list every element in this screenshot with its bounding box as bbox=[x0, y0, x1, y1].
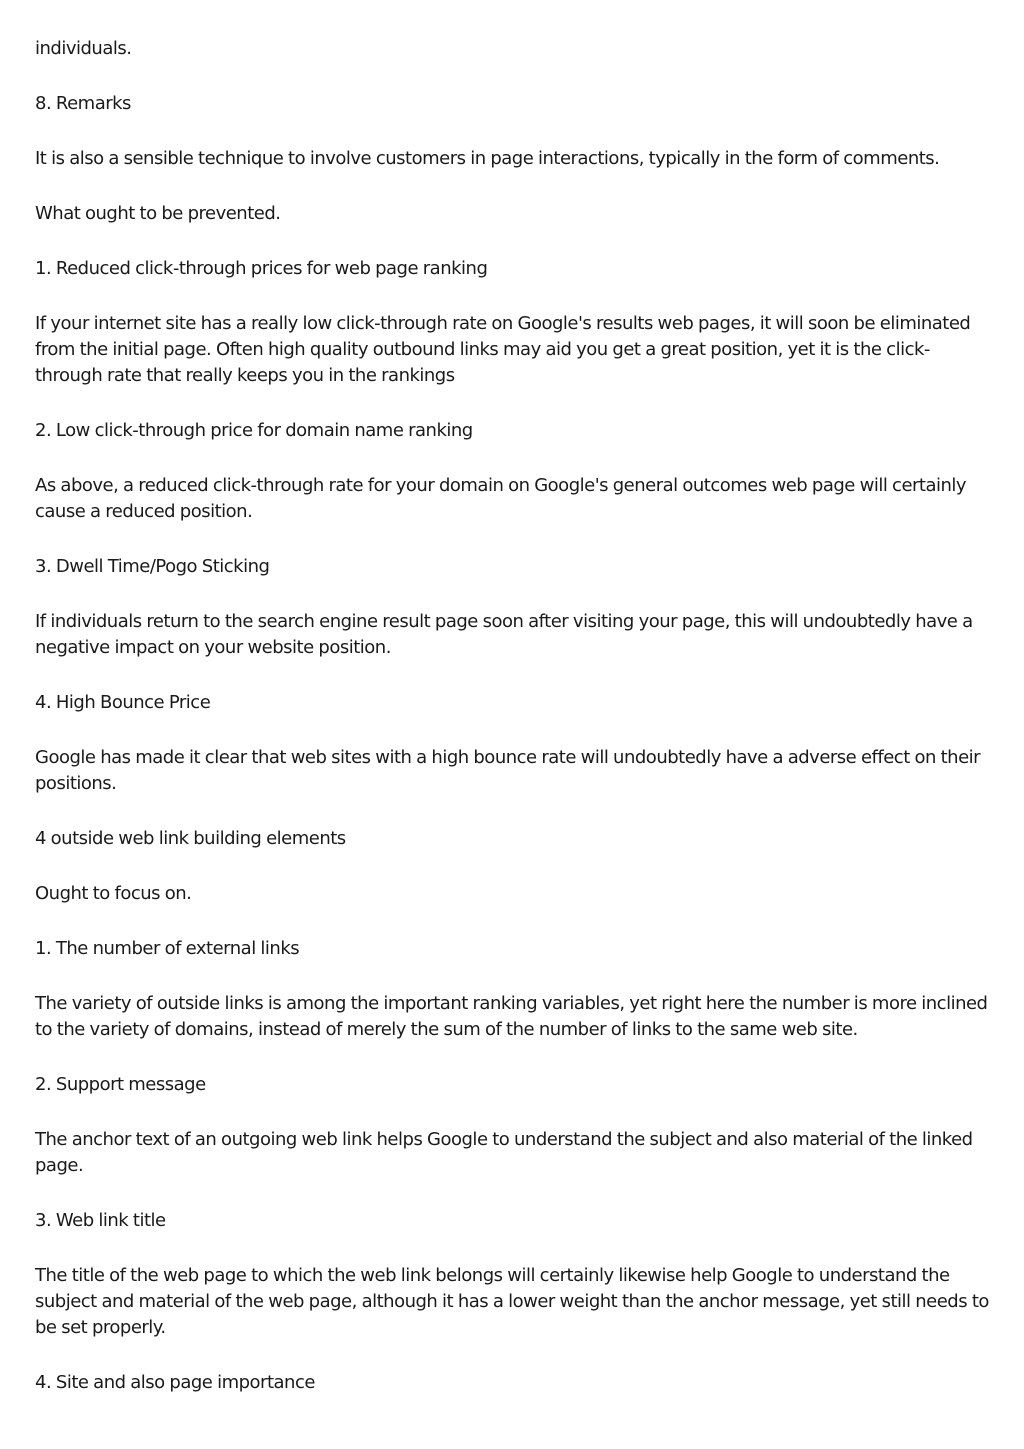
paragraph-text: individuals. bbox=[35, 38, 132, 59]
section-heading: 1. The number of external links bbox=[35, 938, 300, 959]
paragraph-text: It is also a sensible technique to involve customers in page interactions, typically in the form of comments. bbox=[35, 148, 940, 169]
paragraph-text: The anchor text of an outgoing web link helps Google to understand the subject and also material of the linked page. bbox=[35, 1129, 973, 1176]
section-heading: 3. Web link title bbox=[35, 1210, 166, 1231]
paragraph-text: As above, a reduced click-through rate for your domain on Google's general outcomes web page will certainly cause a reduced position. bbox=[35, 475, 967, 522]
paragraph-text: If your internet site has a really low click-through rate on Google's results web pages, it will soon be eliminated from the initial page. Often high quality outbound links may aid you get a great position, yet it is the click-through rate that really keeps you in the rankings bbox=[35, 313, 971, 386]
section-heading: 4. Site and also page importance bbox=[35, 1372, 315, 1393]
paragraph-text: The title of the web page to which the web link belongs will certainly likewise help Google to understand the subject and material of the web page, although it has a lower weight than the anchor message, yet still needs to be set properly. bbox=[35, 1265, 989, 1338]
section-heading: 8. Remarks bbox=[35, 93, 131, 114]
section-heading: 4 outside web link building elements bbox=[35, 828, 346, 849]
section-heading: 2. Low click-through price for domain name ranking bbox=[35, 420, 473, 441]
section-heading: 3. Dwell Time/Pogo Sticking bbox=[35, 556, 270, 577]
document-body bbox=[35, 36, 995, 1425]
paragraph-text: The variety of outside links is among the important ranking variables, yet right here the number is more inclined to the variety of domains, instead of merely the sum of the number of links to the same web site. bbox=[35, 993, 988, 1040]
section-heading: 2. Support message bbox=[35, 1074, 206, 1095]
section-heading: 1. Reduced click-through prices for web page ranking bbox=[35, 258, 488, 279]
paragraph-text: Google has made it clear that web sites with a high bounce rate will undoubtedly have a adverse effect on their positions. bbox=[35, 747, 981, 794]
section-heading: 4. High Bounce Price bbox=[35, 692, 211, 713]
section-heading: Ought to focus on. bbox=[35, 883, 192, 904]
section-heading: What ought to be prevented. bbox=[35, 203, 281, 224]
paragraph-text: If individuals return to the search engine result page soon after visiting your page, this will undoubtedly have a negative impact on your website position. bbox=[35, 611, 973, 658]
